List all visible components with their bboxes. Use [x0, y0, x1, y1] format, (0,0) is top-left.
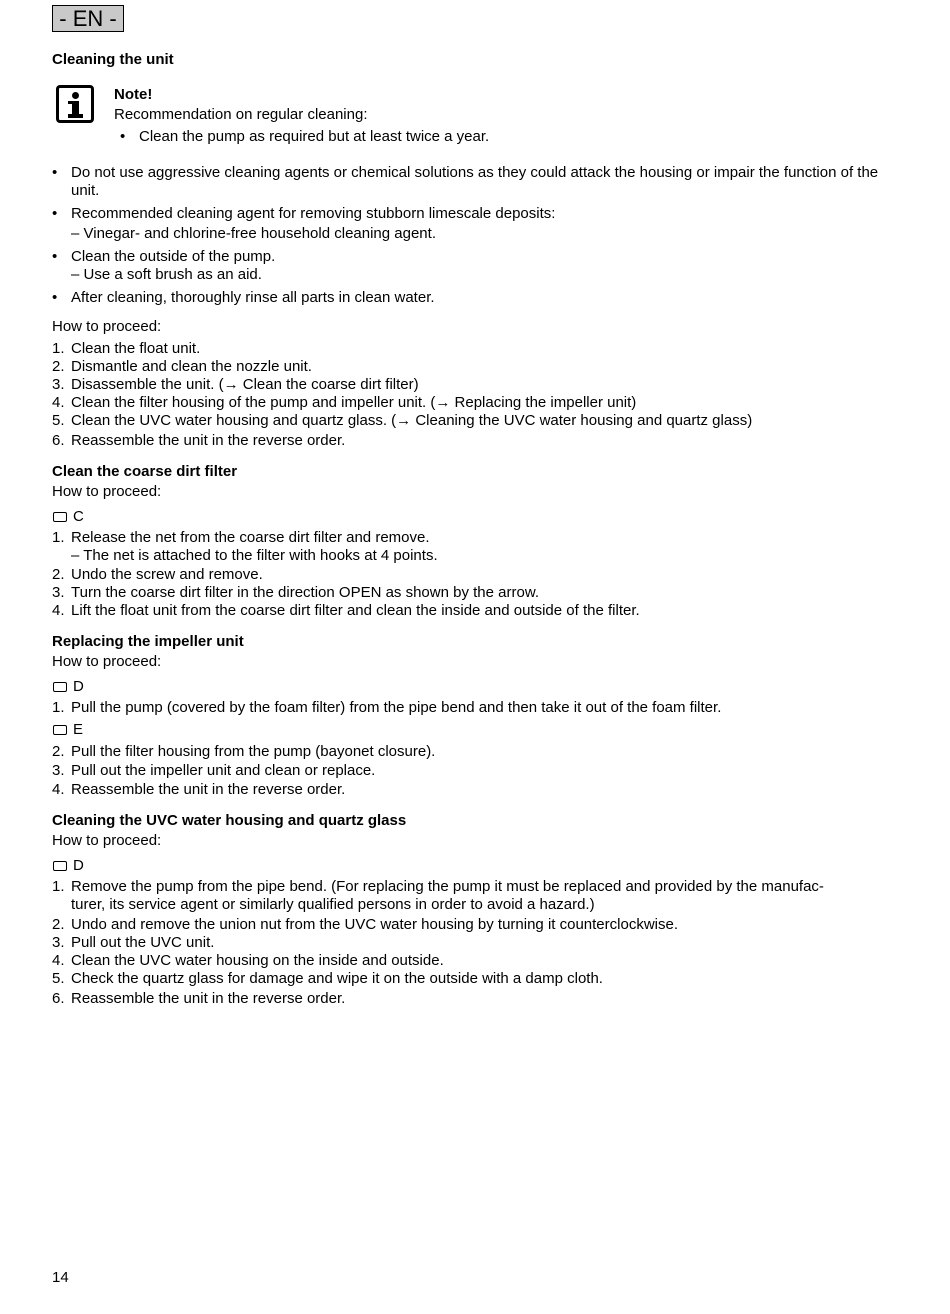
- list-item: 3. Turn the coarse dirt filter in the direction OPEN as shown by the arrow.: [52, 584, 539, 601]
- list-item: 6. Reassemble the unit in the reverse order.: [52, 990, 346, 1007]
- bullet-mark: •: [52, 248, 58, 265]
- figure-ref: D: [53, 678, 84, 696]
- list-item: 4. Clean the UVC water housing on the inside and outside.: [52, 952, 444, 969]
- note-title: Note!: [114, 86, 153, 103]
- proceed-label: How to proceed:: [52, 832, 162, 849]
- section-heading-uvc: Cleaning the UVC water housing and quartz glass: [52, 812, 407, 829]
- figure-ref: C: [53, 508, 84, 526]
- note-bullet-mark: •: [120, 128, 126, 145]
- list-item: 3. Pull out the impeller unit and clean or replace.: [52, 762, 376, 779]
- list-item: 1. Clean the float unit.: [52, 340, 201, 357]
- figure-ref: E: [53, 721, 83, 739]
- sub-bullet-1: – Vinegar- and chlorine-free household cleaning agent.: [71, 225, 436, 242]
- list-item: 2. Dismantle and clean the nozzle unit.: [52, 358, 312, 375]
- list-item: 5. Check the quartz glass for damage and wipe it on the outside with a damp cloth.: [52, 970, 603, 987]
- list-item: 1. Remove the pump from the pipe bend. (For replacing the pump it must be replaced and provided by the manufac-: [52, 878, 824, 895]
- note-bullet: Clean the pump as required but at least twice a year.: [139, 128, 490, 145]
- info-icon: [56, 85, 94, 123]
- list-item: 3. Disassemble the unit. (→ Clean the coarse dirt filter): [52, 376, 419, 393]
- page-number: 14: [52, 1269, 69, 1286]
- section-heading-cleaning: Cleaning the unit: [52, 51, 174, 68]
- proceed-label: How to proceed:: [52, 653, 162, 670]
- list-item: 2. Pull the filter housing from the pump (bayonet closure).: [52, 743, 436, 760]
- list-item: 5. Clean the UVC water housing and quartz glass. (→ Cleaning the UVC water housing and quartz glass): [52, 412, 753, 429]
- list-item: 1. Release the net from the coarse dirt filter and remove.: [52, 529, 430, 546]
- bullet-mark: •: [52, 164, 58, 181]
- list-item: 3. Pull out the UVC unit.: [52, 934, 215, 951]
- bullet-mark: •: [52, 205, 58, 222]
- bullet-item-2: Recommended cleaning agent for removing stubborn limescale deposits:: [71, 205, 556, 222]
- figure-ref: D: [53, 857, 84, 875]
- section-heading-impeller: Replacing the impeller unit: [52, 633, 244, 650]
- figure-icon: [53, 725, 67, 735]
- list-item: 2. Undo the screw and remove.: [52, 566, 263, 583]
- list-item: 2. Undo and remove the union nut from the UVC water housing by turning it counterclockwise.: [52, 916, 678, 933]
- bullet-item-1: Do not use aggressive cleaning agents or chemical solutions as they could attack the housing or impair the function of the unit.: [71, 164, 879, 199]
- list-item: 4. Reassemble the unit in the reverse order.: [52, 781, 346, 798]
- sub-bullet-2: – Use a soft brush as an aid.: [71, 266, 262, 283]
- note-text: Recommendation on regular cleaning:: [114, 106, 368, 123]
- list-item: 4. Clean the filter housing of the pump and impeller unit. (→ Replacing the impeller unit): [52, 394, 637, 411]
- proceed-label: How to proceed:: [52, 483, 162, 500]
- bullet-item-3: Clean the outside of the pump.: [71, 248, 276, 265]
- section-heading-coarse: Clean the coarse dirt filter: [52, 463, 238, 480]
- list-item: 4. Lift the float unit from the coarse dirt filter and clean the inside and outside of the filter.: [52, 602, 640, 619]
- figure-icon: [53, 861, 67, 871]
- list-item: 6. Reassemble the unit in the reverse order.: [52, 432, 346, 449]
- figure-icon: [53, 682, 67, 692]
- list-item-continuation: turer, its service agent or similarly qualified persons in order to avoid a hazard.): [71, 896, 595, 913]
- figure-icon: [53, 512, 67, 522]
- list-item: 1. Pull the pump (covered by the foam filter) from the pipe bend and then take it out of the foam filter.: [52, 699, 722, 716]
- sub-item: – The net is attached to the filter with hooks at 4 points.: [71, 547, 438, 564]
- proceed-label: How to proceed:: [52, 318, 162, 335]
- bullet-mark: •: [52, 289, 58, 306]
- bullet-item-4: After cleaning, thoroughly rinse all parts in clean water.: [71, 289, 435, 306]
- language-tag: - EN -: [52, 5, 124, 32]
